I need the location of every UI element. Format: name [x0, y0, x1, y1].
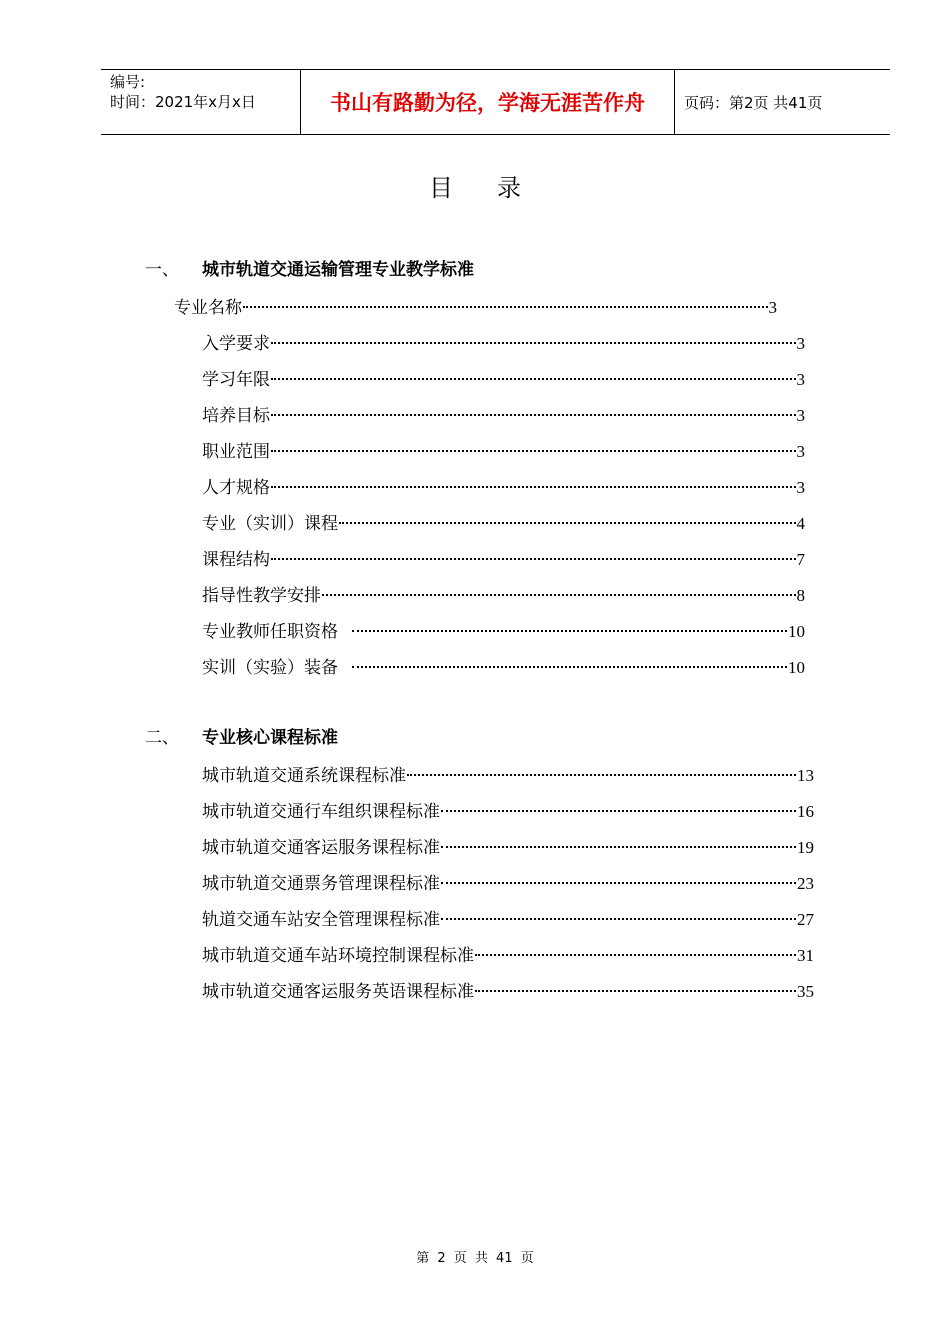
- dot-leader: [271, 486, 796, 488]
- toc-entry-page: 3: [796, 478, 805, 497]
- toc-entry-label: 指导性教学安排: [202, 586, 321, 606]
- header-page-info: 页码：第2页 共41页: [684, 94, 823, 112]
- dot-leader: [243, 306, 768, 308]
- section-heading-2: [145, 726, 338, 750]
- toc-entry[interactable]: [202, 476, 805, 500]
- toc-entry-page: 16: [797, 802, 814, 821]
- toc-title: 目录: [429, 174, 565, 202]
- toc-entry-label: 专业名称: [174, 298, 242, 318]
- header-meta: [101, 70, 301, 134]
- toc-entry-label: 专业（实训）课程: [202, 514, 338, 534]
- dot-leader: [441, 882, 796, 884]
- dot-leader: [339, 522, 796, 524]
- dot-leader: [441, 918, 796, 920]
- toc-entry[interactable]: [202, 440, 805, 464]
- time-label: 时间：2021年x月x日: [110, 93, 256, 111]
- toc-entry-label: 职业范围: [202, 442, 270, 462]
- toc-entry-page: 3: [796, 442, 805, 461]
- toc-entry-page: 23: [797, 874, 814, 893]
- toc-entry-page: 3: [796, 334, 805, 353]
- dot-leader: [352, 630, 787, 632]
- toc-entry-label: 城市轨道交通客运服务课程标准: [202, 838, 440, 858]
- toc-entry-label: 城市轨道交通票务管理课程标准: [202, 874, 440, 894]
- toc-entry-label: 培养目标: [202, 406, 270, 426]
- toc-entry[interactable]: [202, 944, 814, 968]
- toc-entry-label: 城市轨道交通行车组织课程标准: [202, 802, 440, 822]
- toc-entry-label: 课程结构: [202, 550, 270, 570]
- toc-entry-page: 3: [796, 406, 805, 425]
- dot-leader: [271, 450, 796, 452]
- toc-entry[interactable]: [202, 512, 805, 536]
- toc-entry-label: 城市轨道交通客运服务英语课程标准: [202, 982, 474, 1002]
- dot-leader: [352, 666, 787, 668]
- toc-entry-page: 8: [796, 586, 805, 605]
- toc-entry-label: 专业教师任职资格: [202, 622, 338, 642]
- toc-entry[interactable]: [202, 584, 805, 608]
- toc-entry-page: 3: [796, 370, 805, 389]
- toc-entry-label: 城市轨道交通系统课程标准: [202, 766, 406, 786]
- toc-entry-page: 7: [796, 550, 805, 569]
- dot-leader: [271, 378, 796, 380]
- page-footer: 第 2 页 共 41 页: [416, 1251, 534, 1266]
- toc-entry-page: 10: [788, 658, 805, 677]
- toc-entry[interactable]: [202, 800, 814, 824]
- section-number: 二、: [145, 728, 179, 748]
- toc-entry-label: 城市轨道交通车站环境控制课程标准: [202, 946, 474, 966]
- dot-leader: [441, 846, 796, 848]
- toc-entry[interactable]: [202, 620, 805, 644]
- section-heading-1: [145, 258, 474, 282]
- toc-entry-page: 27: [797, 910, 814, 929]
- dot-leader: [475, 990, 796, 992]
- toc-entry[interactable]: [202, 908, 814, 932]
- toc-entry-label: 实训（实验）装备: [202, 658, 338, 678]
- toc-entry-page: 3: [768, 298, 777, 317]
- toc-entry[interactable]: [202, 404, 805, 428]
- dot-leader: [271, 558, 796, 560]
- toc-entry-label: 入学要求: [202, 334, 270, 354]
- toc-entry[interactable]: [202, 332, 805, 356]
- toc-entry[interactable]: [202, 872, 814, 896]
- toc-entry-page: 4: [796, 514, 805, 533]
- toc-entry[interactable]: [202, 548, 805, 572]
- dot-leader: [271, 414, 796, 416]
- toc-entry-label: 轨道交通车站安全管理课程标准: [202, 910, 440, 930]
- toc-entry-page: 31: [797, 946, 814, 965]
- dot-leader: [271, 342, 796, 344]
- toc-entry[interactable]: [202, 656, 805, 680]
- dot-leader: [475, 954, 796, 956]
- code-label: 编号:: [110, 73, 146, 91]
- toc-entry-page: 13: [797, 766, 814, 785]
- header-motto: 书山有路勤为径，学海无涯苦作舟: [301, 70, 675, 134]
- toc-entry[interactable]: [202, 368, 805, 392]
- dot-leader: [441, 810, 796, 812]
- dot-leader: [407, 774, 796, 776]
- toc-entry-label: 学习年限: [202, 370, 270, 390]
- section-number: 一、: [145, 260, 179, 280]
- toc-entry-page: 35: [797, 982, 814, 1001]
- toc-entry-page: 19: [797, 838, 814, 857]
- toc-entry[interactable]: [202, 836, 814, 860]
- toc-entry[interactable]: [202, 980, 814, 1004]
- section-title: 城市轨道交通运输管理专业教学标准: [202, 260, 474, 280]
- section-title: 专业核心课程标准: [202, 728, 338, 748]
- toc-entry-page: 10: [788, 622, 805, 641]
- toc-entry[interactable]: [174, 296, 777, 320]
- toc-entry[interactable]: [202, 764, 814, 788]
- document-header: [101, 69, 890, 135]
- toc-entry-label: 人才规格: [202, 478, 270, 498]
- dot-leader: [322, 594, 796, 596]
